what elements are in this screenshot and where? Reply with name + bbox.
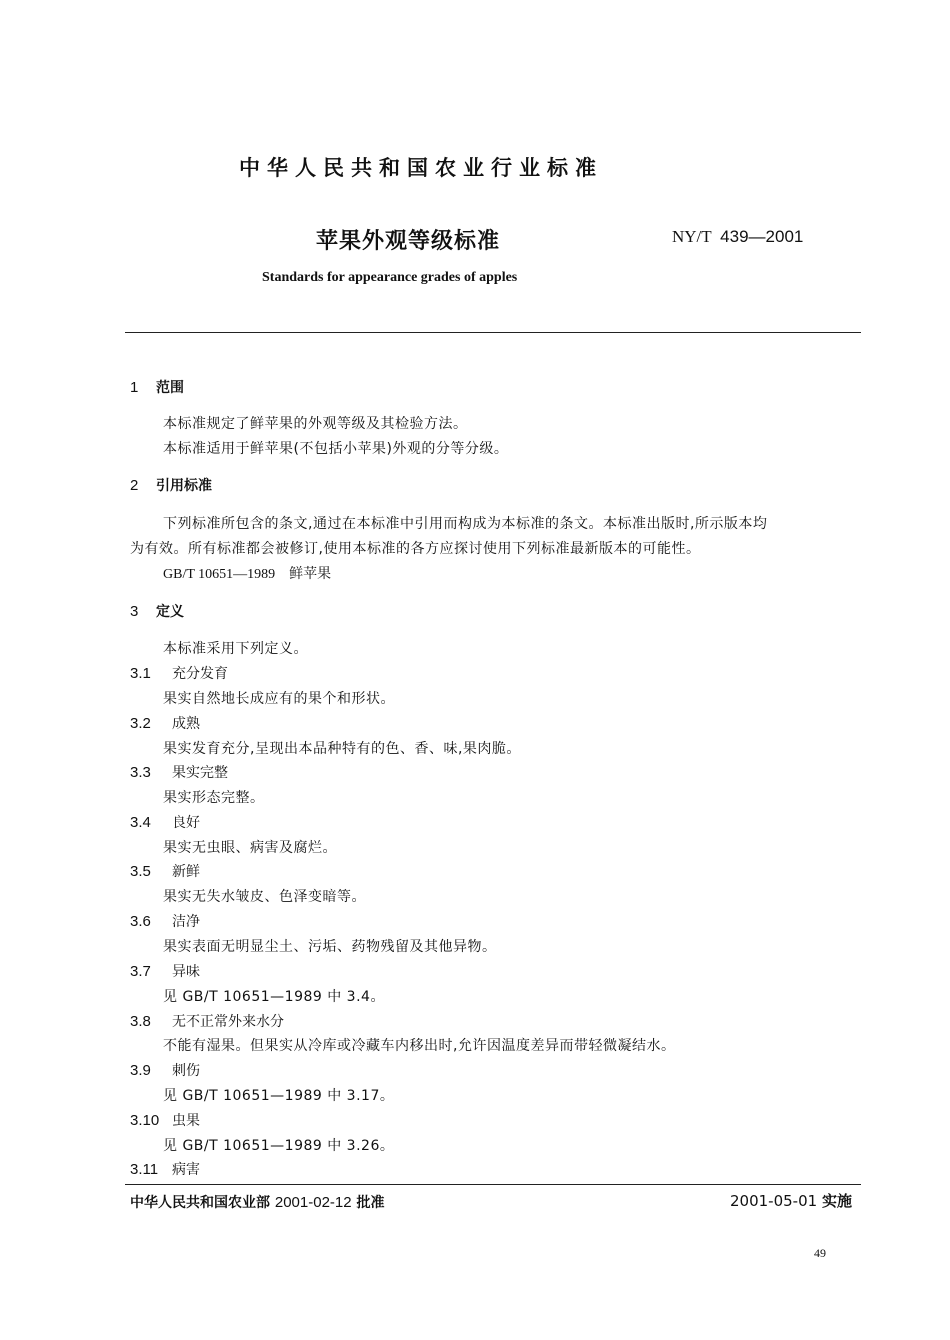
clause-number: 3.1 [130,665,151,682]
term-text: 良好 [172,815,200,831]
section-3-intro: 本标准采用下列定义。 [163,641,308,657]
section-3-heading [130,601,184,621]
section-number: 3 [130,603,139,620]
clause-number: 3.9 [130,1062,151,1079]
definition-text: 果实无虫眼、病害及腐烂。 [163,840,337,856]
reference-code: GB/T 10651—1989 [163,567,276,582]
clause-number: 3.2 [130,715,151,732]
definition-term [130,713,200,733]
definition-text: 见 GB/T 10651—1989 中 3.26。 [163,1138,395,1154]
term-text: 成熟 [172,716,200,732]
standard-prefix: NY/T [672,227,712,246]
definition-text: 果实自然地长成应有的果个和形状。 [163,691,395,707]
normative-reference [163,563,331,583]
section-title: 定义 [156,604,184,620]
english-title: Standards for appearance grades of apples [262,270,518,285]
implementation-date: 2001-05-01 [730,1192,818,1210]
term-text: 病害 [172,1162,200,1178]
clause-number: 3.5 [130,863,151,880]
section-1-paragraph-2: 本标准适用于鲜苹果(不包括小苹果)外观的分等分级。 [163,441,509,457]
standard-category-header: 中华人民共和国农业行业标准 [239,156,603,180]
section-1-paragraph-1: 本标准规定了鲜苹果的外观等级及其检验方法。 [163,416,468,432]
definition-term [130,1110,200,1130]
approval-info [130,1192,384,1212]
clause-number: 3.6 [130,913,151,930]
clause-number: 3.8 [130,1013,151,1030]
standard-code: 439—2001 [720,227,804,246]
page-number: 49 [814,1246,826,1260]
header-divider [125,332,861,333]
definition-term [130,961,200,981]
section-number: 1 [130,379,139,396]
definition-term [130,1011,284,1031]
implementation-label: 实施 [821,1192,852,1210]
definition-text: 见 GB/T 10651—1989 中 3.4。 [163,989,385,1005]
reference-title: 鲜苹果 [289,566,332,582]
definition-term [130,663,228,683]
section-2-paragraph-line-1: 下列标准所包含的条文,通过在本标准中引用而构成为本标准的条文。本标准出版时,所示版本均 [163,516,768,532]
document-title: 苹果外观等级标准 [316,229,501,254]
definition-text: 果实发育充分,呈现出本品种特有的色、香、味,果肉脆。 [163,741,521,757]
section-2-heading [130,475,212,495]
clause-number: 3.11 [130,1161,159,1178]
term-text: 新鲜 [172,864,200,880]
definition-text: 见 GB/T 10651—1989 中 3.17。 [163,1088,395,1104]
section-title: 引用标准 [156,478,212,494]
definition-term [130,861,200,881]
definition-text: 果实形态完整。 [163,790,265,806]
approval-label: 批准 [356,1195,385,1211]
standard-number [672,227,803,247]
term-text: 无不正常外来水分 [172,1014,284,1030]
definition-term [130,762,228,782]
definition-text: 果实表面无明显尘土、污垢、药物残留及其他异物。 [163,939,497,955]
definition-text: 不能有湿果。但果实从冷库或冷藏车内移出时,允许因温度差异而带轻微凝结水。 [163,1038,676,1054]
definition-term [130,911,200,931]
term-text: 异味 [172,964,200,980]
term-text: 果实完整 [172,765,228,781]
approval-date: 2001-02-12 [274,1194,352,1211]
clause-number: 3.3 [130,764,151,781]
approval-org: 中华人民共和国农业部 [130,1195,270,1211]
section-number: 2 [130,477,139,494]
clause-number: 3.7 [130,963,151,980]
section-1-heading [130,377,184,397]
implementation-info [730,1190,852,1211]
term-text: 充分发育 [172,666,228,682]
definition-text: 果实无失水皱皮、色泽变暗等。 [163,889,366,905]
clause-number: 3.4 [130,814,151,831]
clause-number: 3.10 [130,1112,160,1129]
section-title: 范围 [156,380,184,396]
section-2-paragraph-line-2: 为有效。所有标准都会被修订,使用本标准的各方应探讨使用下列标准最新版本的可能性。 [130,541,701,557]
footer-divider [125,1184,861,1185]
definition-term [130,1060,200,1080]
term-text: 虫果 [172,1113,200,1129]
definition-term [130,812,200,832]
term-text: 洁净 [172,914,200,930]
definition-term [130,1159,200,1179]
term-text: 刺伤 [172,1063,200,1079]
